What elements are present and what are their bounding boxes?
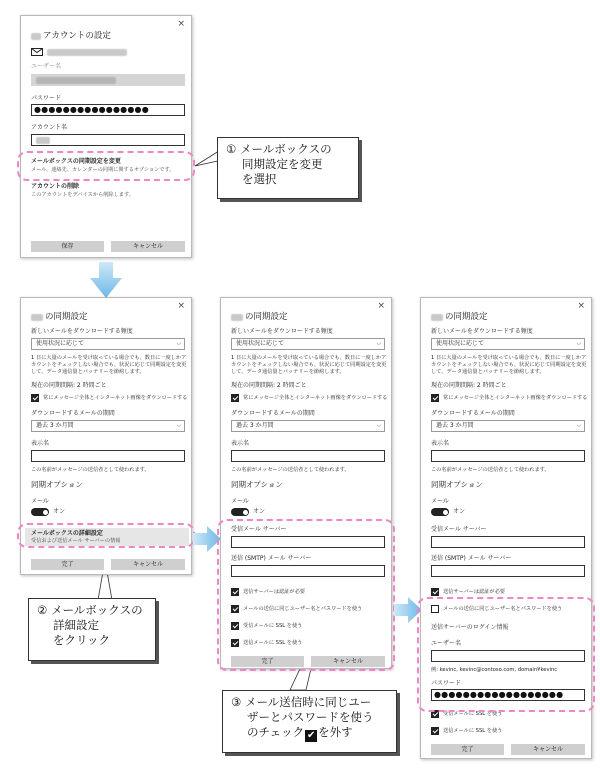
callout-2-line1: ② メールボックスの (37, 603, 143, 617)
arrow-down-icon (90, 262, 122, 298)
display-name-hint: この名前がメッセージの送信者として使われます。 (31, 467, 150, 473)
chevron-down-icon: ⌵ (176, 340, 181, 347)
callout-3-line3-a: のチェック (247, 725, 305, 739)
cancel-button[interactable]: キャンセル (511, 744, 585, 755)
dialog-title: アカウントの設定 (42, 31, 111, 41)
callout-2-line3: をクリック (53, 633, 111, 647)
username-label: ユーザー名 (31, 63, 62, 70)
highlight-login-info (417, 597, 595, 712)
period-label: ダウンロードするメールの期間 (431, 410, 515, 417)
cancel-button[interactable]: キャンセル (111, 559, 185, 570)
account-name-blurred (231, 314, 243, 321)
close-icon[interactable]: × (377, 301, 385, 311)
chevron-down-icon: ⌵ (576, 422, 581, 429)
ssl-outgoing-checkbox[interactable] (431, 727, 439, 735)
callout-3-line1: ③ メール送信時に同じユー (231, 695, 372, 709)
sync-description: 1 日に大量のメールを受け取っている場合でも、数日に一度しかアカウントをチェックしない場合でも、状況に応じて同期設定を変更して、データ通信量とバッテリーを節約します。 (31, 355, 187, 376)
mail-label: メール (231, 498, 249, 505)
account-name-label: アカウント名 (31, 124, 67, 131)
callout-1-line2: 同期設定を変更 (242, 157, 323, 171)
mail-toggle[interactable] (31, 508, 49, 516)
callout-2-line2: 詳細設定 (53, 618, 99, 632)
mail-label: メール (31, 498, 49, 505)
period-select[interactable] (231, 420, 385, 432)
cancel-button[interactable]: キャンセル (111, 241, 185, 252)
password-field[interactable]: ●●●●●●●●●●●●●●●● (31, 104, 185, 116)
always-download-label: 常にメッセージ全体とインターネット画像をダウンロードする (43, 395, 188, 401)
mail-toggle-state: オン (53, 508, 66, 515)
sync-description: 1 日に大量のメールを受け取っている場合でも、数日に一度しかアカウントをチェックしない場合でも、状況に応じて同期設定を変更して、データ通信量とバッテリーを節約します。 (431, 355, 587, 376)
dialog-title: の同期設定 (244, 312, 288, 322)
callout-1-line3: を選択 (242, 172, 277, 186)
sync-options-heading: 同期オプション (231, 480, 283, 489)
login-info-heading: 送信サーバーのログイン情報 (431, 624, 509, 631)
sync-settings-desc: メール、連絡先、カレンダーの同期に関するオプションです。 (31, 167, 175, 173)
dialog-title-row (231, 312, 287, 322)
download-freq-value: 使用状況に応じて (36, 340, 85, 347)
ssl-incoming-label: 受信メールに SSL を使う (243, 623, 303, 629)
incoming-server-label: 受信メール サーバー (231, 526, 287, 533)
user-label: ユーザー名 (431, 640, 462, 647)
period-value: 過去 3 か月間 (36, 422, 74, 429)
cancel-button[interactable]: キャンセル (311, 656, 385, 667)
outgoing-server-label: 送信 (SMTP) メール サーバー (231, 555, 312, 562)
mail-toggle[interactable] (231, 508, 249, 516)
pwd-field[interactable]: ●●●●●●●●●●●●●●●●●● (431, 689, 585, 701)
always-download-label: 常にメッセージ全体とインターネット画像をダウンロードする (443, 395, 588, 401)
close-icon[interactable]: × (177, 301, 185, 311)
account-name-blurred (31, 314, 43, 321)
current-interval: 現在の同期間隔: 2 時間ごと (31, 382, 107, 389)
download-freq-label: 新しいメールをダウンロードする頻度 (31, 328, 133, 335)
display-name-label: 表示名 (231, 440, 250, 447)
callout-3 (222, 690, 397, 753)
download-freq-select[interactable] (231, 338, 385, 350)
save-button[interactable]: 保存 (31, 241, 104, 252)
always-download-checkbox[interactable] (431, 394, 439, 402)
always-download-label: 常にメッセージ全体とインターネット画像をダウンロードする (243, 395, 388, 401)
dialog-title: の同期設定 (444, 312, 488, 322)
download-freq-label: 新しいメールをダウンロードする頻度 (231, 328, 333, 335)
done-button[interactable]: 完了 (431, 744, 504, 755)
display-name-field[interactable] (431, 450, 585, 462)
dialog-title: の同期設定 (44, 312, 88, 322)
chevron-down-icon: ⌵ (176, 422, 181, 429)
outgoing-server-field[interactable] (431, 565, 585, 577)
download-freq-value: 使用状況に応じて (236, 340, 285, 347)
period-label: ダウンロードするメールの期間 (31, 410, 115, 417)
ssl-outgoing-label: 送信メールに SSL を使う (443, 728, 503, 734)
sync-description: 1 日に大量のメールを受け取っている場合でも、数日に一度しかアカウントをチェックしない場合でも、状況に応じて同期設定を変更して、データ通信量とバッテリーを節約します。 (231, 355, 387, 376)
dialog-title-row (431, 312, 487, 322)
chevron-down-icon: ⌵ (576, 340, 581, 347)
outgoing-server-label: 送信 (SMTP) メール サーバー (431, 555, 512, 562)
period-value: 過去 3 か月間 (436, 422, 474, 429)
mail-toggle-state: オン (253, 508, 266, 515)
download-freq-select[interactable] (31, 338, 185, 350)
password-label: パスワード (31, 95, 62, 102)
sync-settings-link[interactable]: メールボックスの同期設定を変更 (31, 158, 121, 165)
period-select[interactable] (431, 420, 585, 432)
incoming-server-label: 受信メール サーバー (431, 526, 487, 533)
user-example: 例: kevinc, kevinc@contoso.com, domain¥kevinc (431, 667, 558, 673)
current-interval: 現在の同期間隔: 2 時間ごと (231, 382, 307, 389)
callout-3-line3 (231, 725, 388, 742)
callout-1-line1: ① メールボックスの (226, 142, 332, 156)
download-freq-label: 新しいメールをダウンロードする頻度 (431, 328, 533, 335)
callout-2 (28, 598, 156, 661)
auth-required-checkbox[interactable] (431, 588, 439, 596)
always-download-checkbox[interactable] (31, 394, 39, 402)
display-name-field[interactable] (231, 450, 385, 462)
close-icon[interactable]: × (177, 19, 185, 29)
ssl-outgoing-label: 送信メールに SSL を使う (243, 640, 303, 646)
done-button[interactable]: 完了 (31, 559, 104, 570)
sync-options-heading: 同期オプション (431, 480, 483, 489)
dialog-title-row (31, 312, 87, 322)
account-name-blurred (431, 314, 443, 321)
same-credentials-label: メールの送信に同じユーザー名とパスワードを使う (243, 606, 363, 612)
same-credentials-label: メールの送信に同じユーザー名とパスワードを使う (443, 606, 563, 612)
chevron-down-icon: ⌵ (376, 422, 381, 429)
period-value: 過去 3 か月間 (236, 422, 274, 429)
chevron-down-icon: ⌵ (376, 340, 381, 347)
display-name-hint: この名前がメッセージの送信者として使われます。 (431, 467, 550, 473)
highlight-server-settings (217, 519, 395, 671)
mail-toggle[interactable] (431, 508, 449, 516)
checkmark-icon: ✔ (306, 730, 316, 741)
close-icon[interactable]: × (577, 301, 585, 311)
done-button[interactable]: 完了 (231, 656, 304, 667)
highlight-advanced-settings (17, 523, 195, 548)
display-name-label: 表示名 (431, 440, 450, 447)
mail-toggle-state: オン (453, 508, 466, 515)
callout-3-line2: ザーとパスワードを使う (247, 710, 374, 724)
callout-1 (217, 137, 359, 199)
pwd-label: パスワード (431, 680, 462, 687)
download-freq-value: 使用状況に応じて (436, 340, 485, 347)
auth-required-label: 送信サーバーは認証が必要 (443, 589, 505, 595)
period-label: ダウンロードするメールの期間 (231, 410, 315, 417)
display-name-label: 表示名 (31, 440, 50, 447)
always-download-checkbox[interactable] (231, 394, 239, 402)
period-select[interactable] (31, 420, 185, 432)
sync-options-heading: 同期オプション (31, 480, 83, 489)
delete-account-desc: このアカウントをデバイスから削除します。 (31, 192, 134, 198)
auth-required-label: 送信サーバーは認証が必要 (243, 589, 305, 595)
ssl-incoming-label: 受信メールに SSL を使う (443, 711, 503, 717)
advanced-settings-title: メールボックスの詳細設定 (31, 530, 103, 537)
download-freq-select[interactable] (431, 338, 585, 350)
mail-label: メール (431, 498, 449, 505)
display-name-field[interactable] (31, 450, 185, 462)
delete-account-link[interactable]: アカウントの削除 (31, 183, 79, 190)
display-name-hint: この名前がメッセージの送信者として使われます。 (231, 467, 350, 473)
callout-3-line3-b: を外す (318, 725, 353, 739)
incoming-server-field[interactable] (431, 536, 585, 548)
current-interval: 現在の同期間隔: 2 時間ごと (431, 382, 507, 389)
advanced-settings-desc: 受信および送信メール サーバーの情報 (31, 538, 121, 544)
